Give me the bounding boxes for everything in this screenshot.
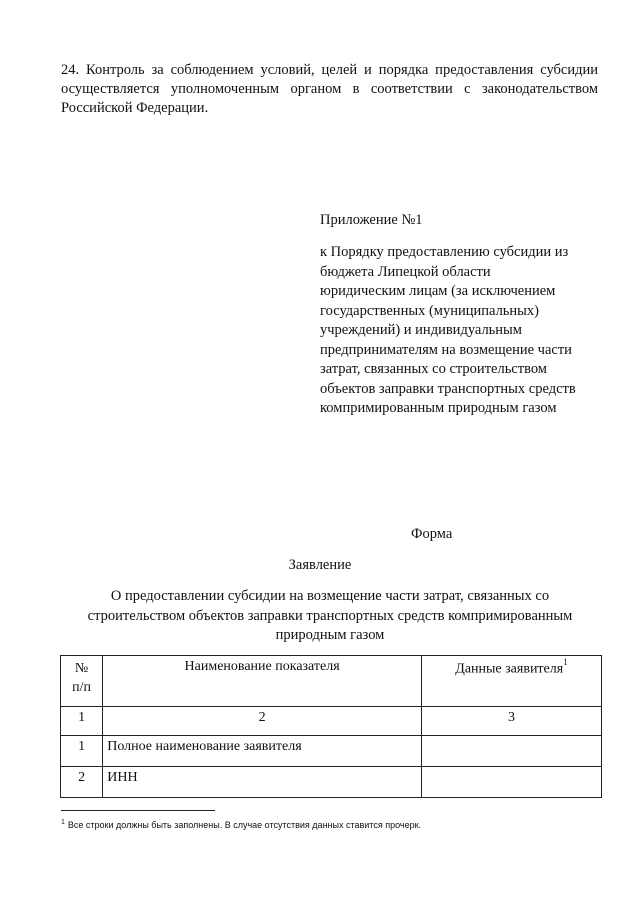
row-name: Полное наименование заявителя [103, 736, 422, 767]
statement-subtitle-line: природным газом [275, 627, 385, 643]
row-value[interactable] [421, 767, 601, 798]
footnote-text: Все строки должны быть заполнены. В случае отсутствия данных ставится прочерк. [67, 820, 422, 830]
appendix-line: учреждений) и индивидуальным [320, 322, 522, 338]
table-row [61, 767, 602, 798]
appendix-title: Приложение №1 [320, 212, 423, 228]
header-data [421, 656, 601, 707]
form-label: Форма [411, 526, 453, 542]
footnote [61, 819, 421, 830]
row-num: 1 [61, 736, 103, 767]
table-row [61, 736, 602, 767]
row-value[interactable] [421, 736, 601, 767]
applicant-data-table [60, 655, 602, 798]
appendix-line: к Порядку предоставлению субсидии из [320, 244, 569, 260]
appendix-text [320, 243, 600, 419]
header-num-label: № п/п [72, 661, 92, 695]
statement-subtitle-line: О предоставлении субсидии на возмещение части затрат, связанных со [110, 588, 550, 604]
appendix-line: затрат, связанных со строительством [320, 361, 547, 377]
footnote-number: 1 [61, 819, 65, 826]
appendix-line: бюджета Липецкой области [320, 263, 491, 280]
header-data-label: Данные заявителя [455, 661, 564, 677]
appendix-line: объектов заправки транспортных средств [320, 380, 576, 397]
table-row [61, 707, 602, 736]
col-number: 1 [61, 707, 103, 736]
footnote-divider [61, 810, 215, 811]
appendix-line: предпринимателям на возмещение части [320, 341, 572, 358]
table-header-row [61, 656, 602, 707]
paragraph-24: 24. Контроль за соблюдением условий, целей и порядка предоставления субсидии осуществляется уполномоченным органом в соответствии с законодательством Российской Федерации. [61, 62, 598, 116]
appendix-line: государственных (муниципальных) [320, 302, 539, 319]
col-number: 3 [421, 707, 601, 736]
appendix-line: компримированным природным газом [320, 400, 557, 416]
col-number: 2 [103, 707, 422, 736]
statement-subtitle [62, 587, 598, 646]
header-num [61, 656, 103, 707]
statement-subtitle-line: строительством объектов заправки транспортных средств компримированным [87, 607, 573, 624]
row-name: ИНН [103, 767, 422, 798]
appendix-line: юридическим лицам (за исключением [320, 283, 556, 299]
row-num: 2 [61, 767, 103, 798]
footnote-mark: 1 [563, 657, 568, 667]
statement-title: Заявление [288, 557, 352, 573]
header-name: Наименование показателя [103, 656, 422, 707]
